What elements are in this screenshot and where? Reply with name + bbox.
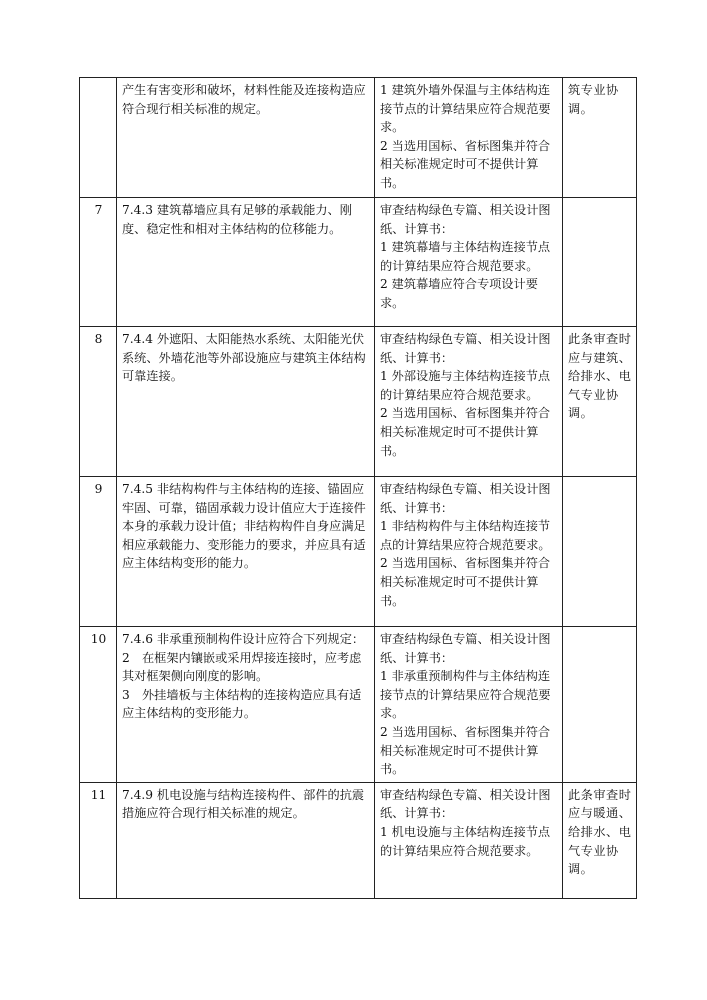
review-line: 1 建筑外墙外保温与主体结构连接节点的计算结果应符合规范要求。 [380,83,551,135]
clause-line: 7.4.9 机电设施与结构连接构件、部件的抗震措施应符合现行相关标准的规定。 [122,787,365,821]
remark-cell [563,78,637,198]
remark-line: 此条审查时应与暖通、给排水、电气专业协调。 [568,787,632,877]
review-cell [375,627,563,783]
clause-cell [117,78,375,198]
row-number [80,78,117,198]
table-row [80,327,637,477]
review-line: 2 当选用国标、省标图集并符合相关标准规定时可不提供计算书。 [380,406,551,458]
review-line: 审查结构绿色专篇、相关设计图纸、计算书： [380,632,551,665]
remark-cell [563,327,637,477]
review-table-body [80,78,637,899]
remark-line: 筑专业协调。 [568,83,619,116]
row-number: 10 [80,627,117,783]
clause-line: 7.4.6 非承重预制构件设计应符合下列规定： [122,632,365,646]
review-line: 审查结构绿色专篇、相关设计图纸、计算书： [380,482,551,515]
review-line: 2 建筑幕墙应符合专项设计要求。 [380,277,538,310]
review-line: 1 非承重预制构件与主体结构连接节点的计算结果应符合规范要求。 [380,669,551,721]
clause-line: 7.4.4 外遮阳、太阳能热水系统、太阳能光伏系统、外墙花池等外部设施应与建筑主体结构可靠连接。 [122,332,366,384]
review-line: 1 外部设施与主体结构连接节点的计算结果应符合规范要求。 [380,369,551,402]
clause-line: 7.4.3 建筑幕墙应具有足够的承载能力、刚度、稳定性和相对主体结构的位移能力。 [122,203,352,236]
table-row [80,627,637,783]
clause-cell [117,477,375,627]
clause-cell [117,627,375,783]
clause-line: 2 在框架内镶嵌或采用焊接连接时，应考虑其对框架侧向刚度的影响。 [122,650,362,684]
row-number: 8 [80,327,117,477]
review-cell [375,327,563,477]
clause-cell [117,327,375,477]
remark-cell [563,198,637,327]
row-number: 7 [80,198,117,327]
review-line: 1 非结构构件与主体结构连接节点的计算结果应符合规范要求。 [380,519,551,552]
review-cell [375,782,563,898]
clause-line: 7.4.5 非结构构件与主体结构的连接、锚固应牢固、可靠，锚固承载力设计值应大于连接件本身的承载力设计值；非结构构件自身应满足相应承载能力、变形能力的要求，并应具有适应主体结构变形的能力。 [122,482,366,571]
review-cell [375,198,563,327]
review-line: 审查结构绿色专篇、相关设计图纸、计算书： [380,787,551,821]
review-line: 1 建筑幕墙与主体结构连接节点的计算结果应符合规范要求。 [380,240,551,273]
clause-cell [117,198,375,327]
clause-line: 3 外挂墙板与主体结构的连接构造应具有适应主体结构的变形能力。 [122,687,362,721]
remark-cell [563,782,637,898]
review-cell [375,78,563,198]
table-row [80,782,637,898]
review-line: 1 机电设施与主体结构连接节点的计算结果应符合规范要求。 [380,824,551,858]
review-cell [375,477,563,627]
table-row [80,198,637,327]
clause-cell [117,782,375,898]
review-line: 审查结构绿色专篇、相关设计图纸、计算书： [380,203,551,236]
remark-cell [563,477,637,627]
review-table [79,77,637,899]
row-number: 11 [80,782,117,898]
remark-line: 此条审查时应与建筑、给排水、电气专业协调。 [568,332,632,421]
review-line: 2 当选用国标、省标图集并符合相关标准规定时可不提供计算书。 [380,138,551,190]
table-row [80,477,637,627]
review-line: 2 当选用国标、省标图集并符合相关标准规定时可不提供计算书。 [380,556,551,608]
remark-cell [563,627,637,783]
clause-line: 产生有害变形和破坏，材料性能及连接构造应符合现行相关标准的规定。 [122,83,366,116]
row-number: 9 [80,477,117,627]
review-line: 2 当选用国标、省标图集并符合相关标准规定时可不提供计算书。 [380,724,551,777]
table-row [80,78,637,198]
review-line: 审查结构绿色专篇、相关设计图纸、计算书： [380,332,551,365]
